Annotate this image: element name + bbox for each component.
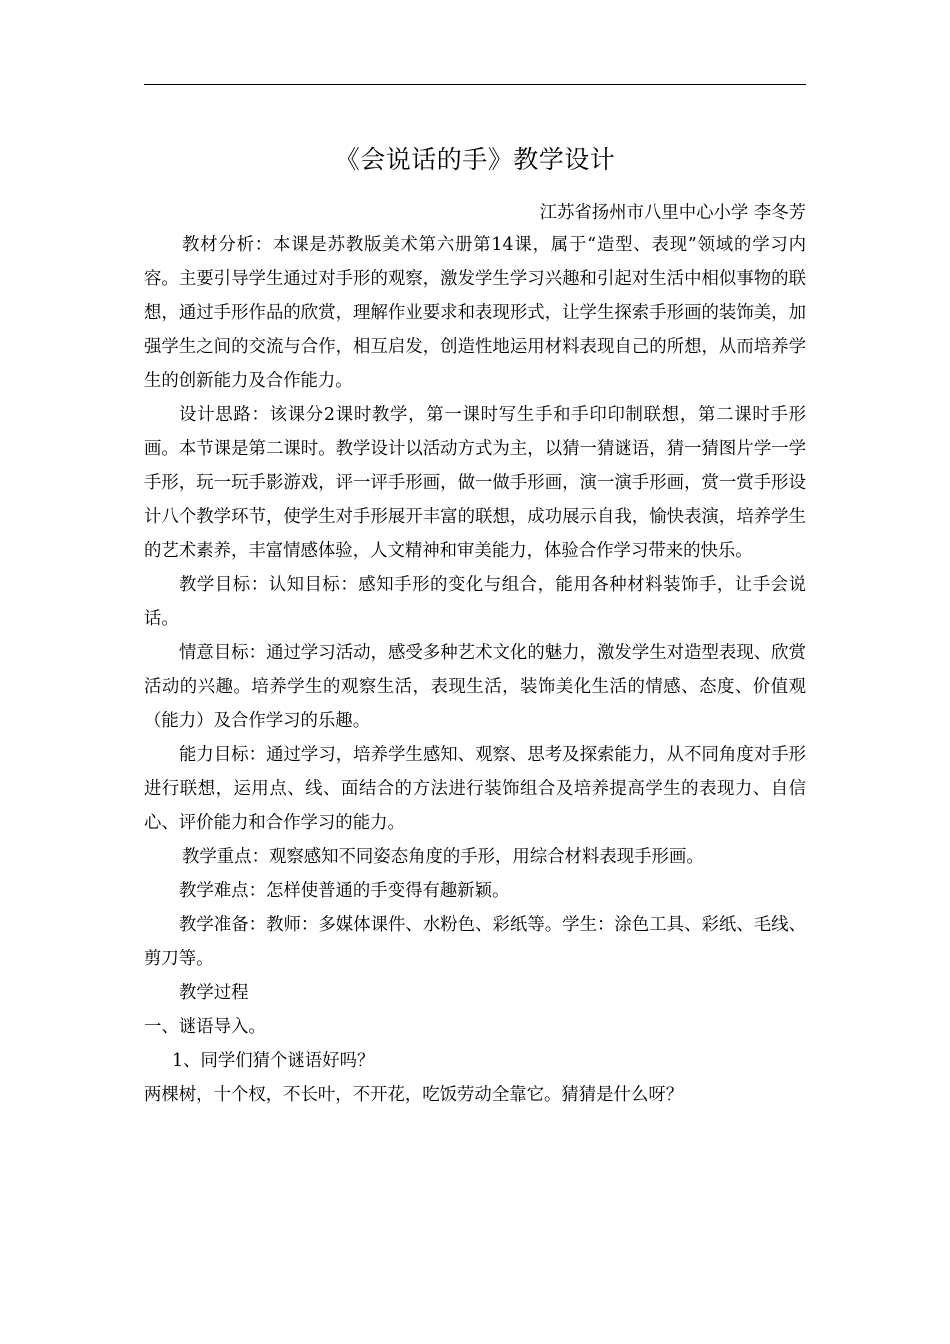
section-heading-riddle-intro: 一、谜语导入。 [144, 1017, 266, 1037]
paragraph-design-idea: 设计思路：该课分2课时教学，第一课时写生手和手印印制联想，第二课时手形画。本节课是第二课时。教学设计以活动方式为主，以猜一猜谜语，猜一猜图片学一学手形，玩一玩手影游戏，评一评手形画，做一做手形画，演一演手形画，赏一赏手形设计八个教学环节，使学生对手形展开丰富的联想，成功展示自我，愉快表演，培养学生的艺术素养，丰富情感体验，人文精神和审美能力，体验合作学习带来的快乐。 [144, 405, 806, 561]
section-heading-process: 教学过程 [179, 983, 249, 1003]
author-line: 江苏省扬州市八里中心小学 李冬芳 [539, 203, 806, 223]
list-item-riddle-question: 1、同学们猜个谜语好吗？ [172, 1051, 375, 1071]
paragraph-ability-goal: 能力目标：通过学习，培养学生感知、观察、思考及探索能力，从不同角度对手形进行联想，运用点、线、面结合的方法进行装饰组合及培养提高学生的表现力、自信心、评价能力和合作学习的能力。 [144, 745, 806, 833]
document-body [144, 198, 806, 1112]
paragraph-affective-goal: 情意目标：通过学习活动，感受多种艺术文化的魅力，激发学生对造型表现、欣赏活动的兴趣。培养学生的观察生活，表现生活，装饰美化生活的情感、态度、价值观（能力）及合作学习的乐趣。 [144, 643, 806, 731]
header-rule [144, 84, 806, 85]
paragraph-cognitive-goal: 教学目标：认知目标：感知手形的变化与组合，能用各种材料装饰手，让手会说话。 [144, 575, 806, 629]
paragraph-key-point: 教学重点：观察感知不同姿态角度的手形，用综合材料表现手形画。 [182, 847, 704, 867]
paragraph-difficulty: 教学难点：怎样使普通的手变得有趣新颖。 [179, 881, 510, 901]
document-title: 《会说话的手》教学设计 [334, 145, 616, 174]
riddle-text: 两棵树，十个杈，不长叶，不开花，吃饭劳动全靠它。猜猜是什么呀？ [144, 1085, 684, 1105]
paragraph-preparation: 教学准备：教师：多媒体课件、水粉色、彩纸等。学生：涂色工具、彩纸、毛线、剪刀等。 [144, 915, 806, 969]
paragraph-material-analysis: 教材分析：本课是苏教版美术第六册第14课，属于“造型、表现”领域的学习内容。主要引导学生通过对手形的观察，激发学生学习兴趣和引起对生活中相似事物的联想，通过手形作品的欣赏，理解作业要求和表现形式，让学生探索手形画的装饰美，加强学生之间的交流与合作，相互启发，创造性地运用材料表现自己的所想，从而培养学生的创新能力及合作能力。 [144, 235, 806, 391]
